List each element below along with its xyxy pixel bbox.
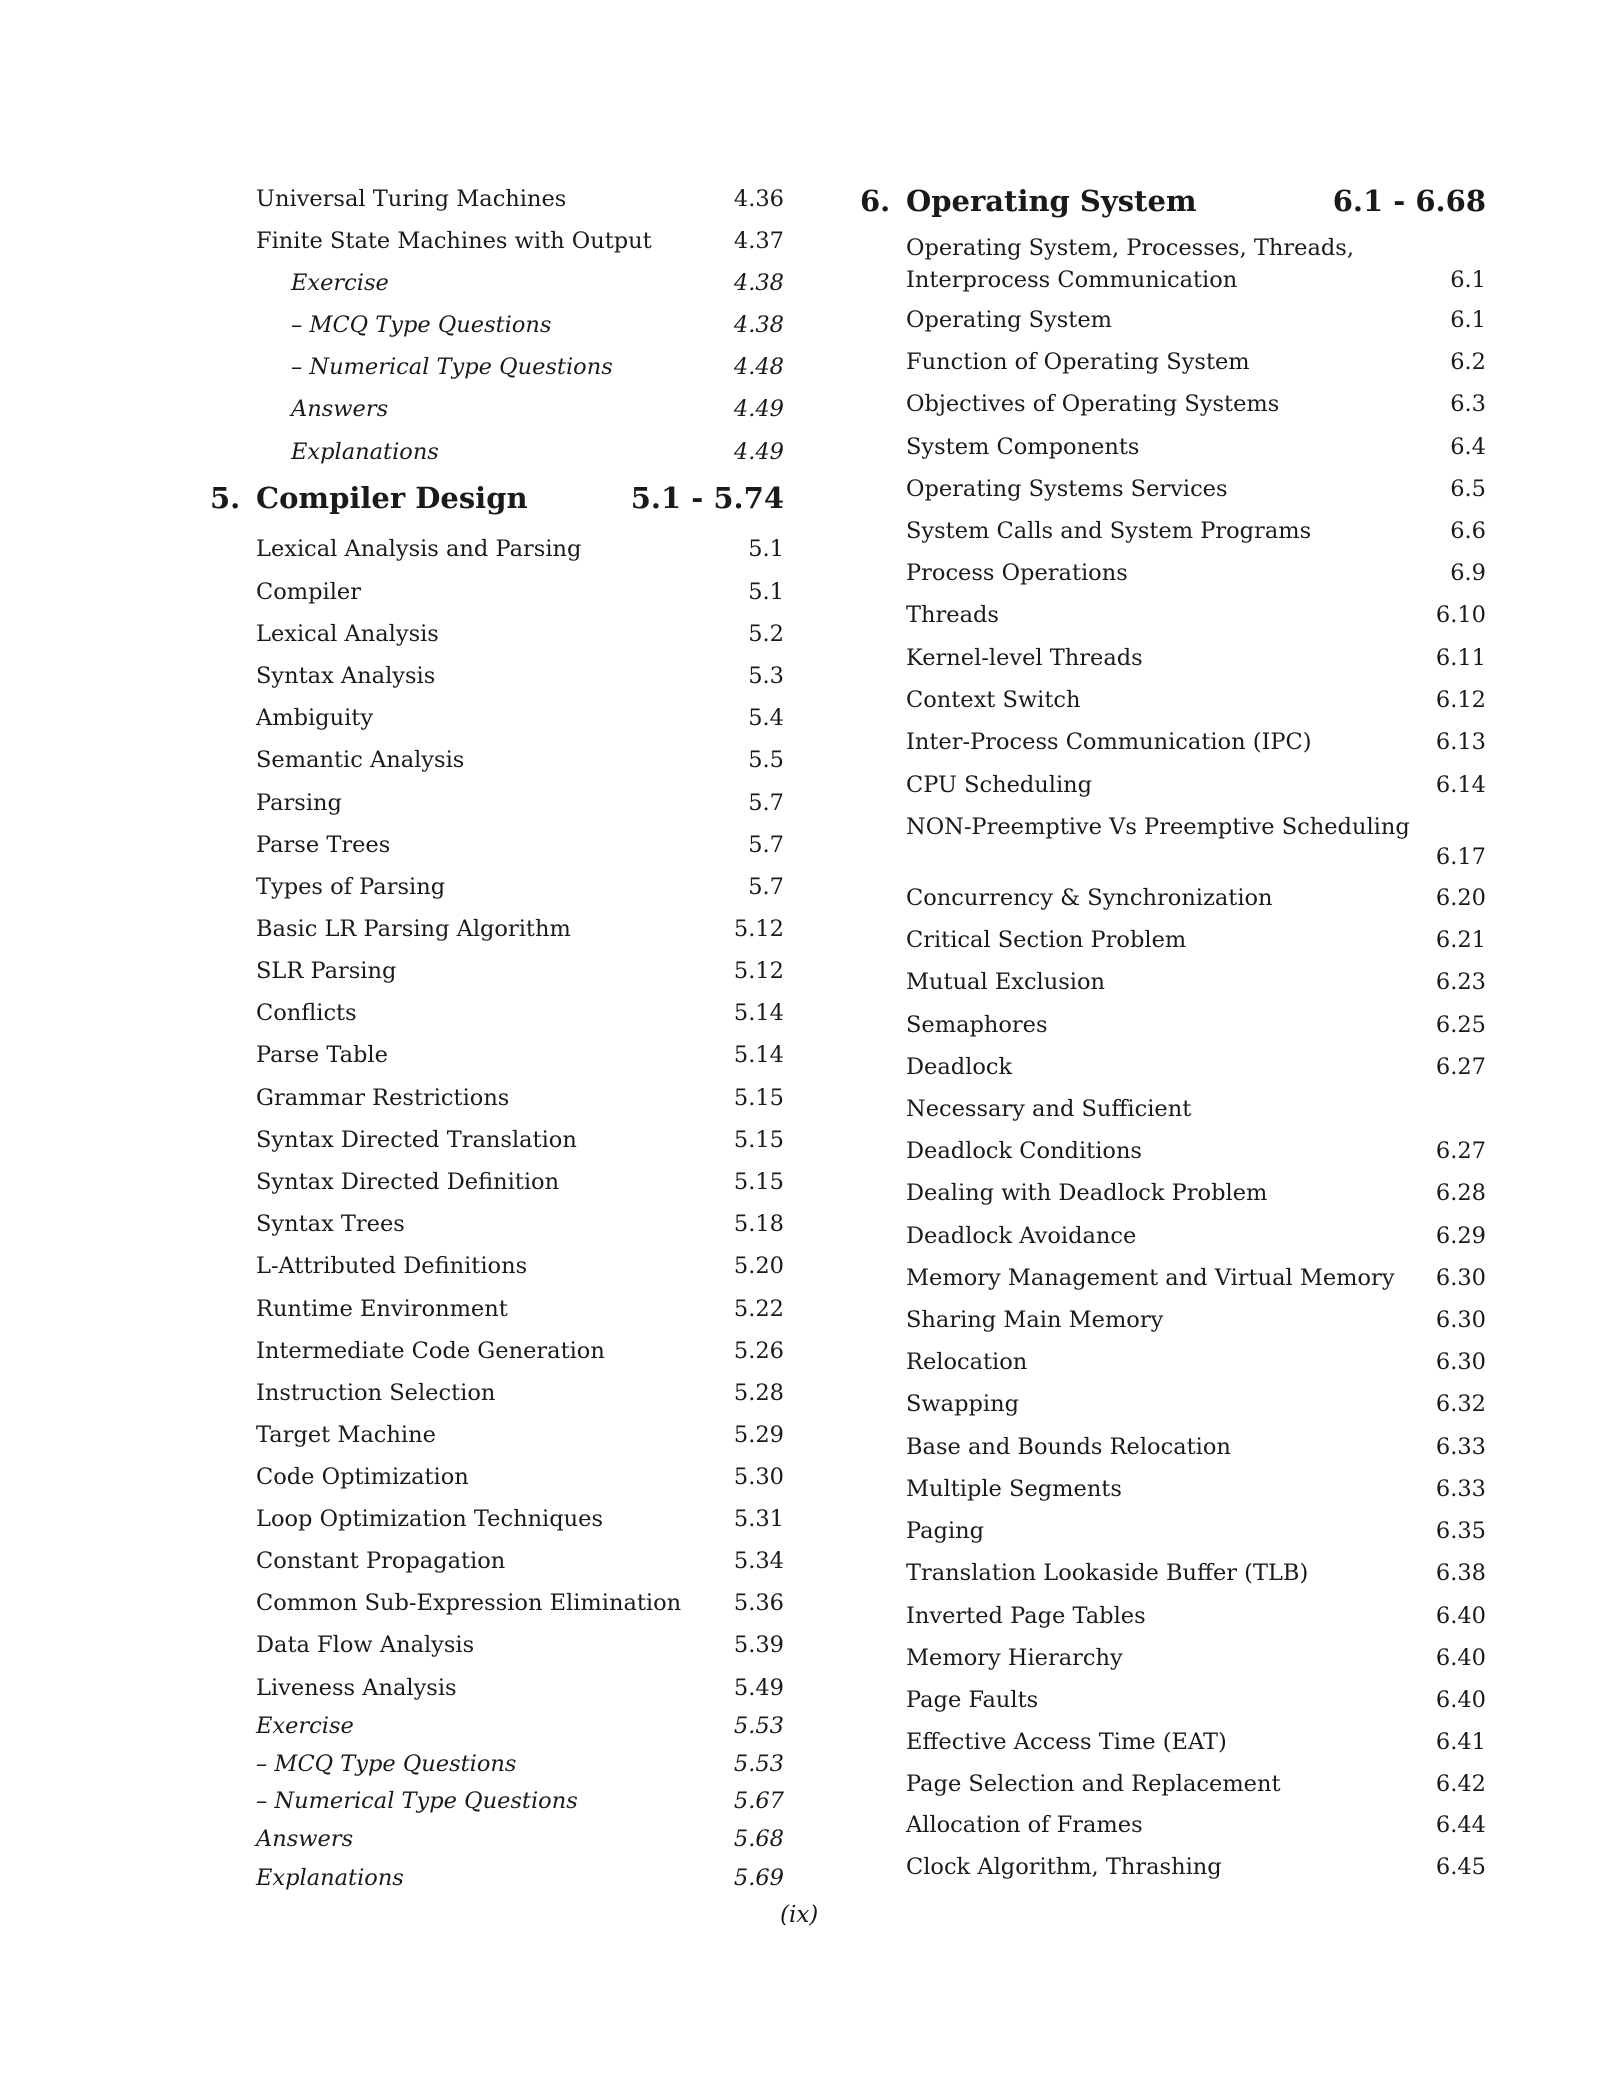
toc-entry-title: Ambiguity — [256, 705, 374, 731]
toc-entry-page: 6.4 — [1450, 434, 1486, 460]
toc-entry-page: 4.37 — [733, 228, 784, 254]
toc-entry-title: Semaphores — [906, 1012, 1048, 1038]
toc-entry-title: Deadlock Avoidance — [906, 1223, 1137, 1249]
toc-entry-title: Memory Hierarchy — [906, 1645, 1123, 1671]
toc-entry-title: Types of Parsing — [256, 874, 446, 900]
toc-entry-page: 5.49 — [733, 1675, 784, 1701]
toc-entry-title: Mutual Exclusion — [906, 969, 1106, 995]
toc-entry-page: 6.27 — [1435, 1138, 1486, 1164]
toc-entry-title: Necessary and Sufficient — [906, 1096, 1192, 1122]
toc-entry-page: 6.33 — [1435, 1434, 1486, 1460]
toc-entry-page: 6.9 — [1450, 560, 1486, 586]
toc-entry-page: 5.53 — [733, 1751, 784, 1777]
toc-entry-title: Process Operations — [906, 560, 1128, 586]
toc-entry-title: Threads — [906, 602, 999, 628]
toc-entry-page: 6.10 — [1435, 602, 1486, 628]
toc-entry-title: Concurrency & Synchronization — [906, 885, 1273, 911]
toc-entry-title: Parse Table — [256, 1042, 388, 1068]
toc-entry-page: 5.2 — [748, 621, 784, 647]
toc-entry-page: 6.3 — [1450, 391, 1486, 417]
toc-entry-page: 6.21 — [1435, 927, 1486, 953]
toc-entry-title: Page Selection and Replacement — [906, 1771, 1281, 1797]
toc-entry-page: 6.28 — [1435, 1180, 1486, 1206]
toc-entry-title: Objectives of Operating Systems — [906, 391, 1280, 417]
toc-entry-page: 6.27 — [1435, 1054, 1486, 1080]
toc-entry-page: 5.12 — [733, 916, 784, 942]
toc-entry-page: 6.29 — [1435, 1223, 1486, 1249]
toc-entry-page: 5.36 — [733, 1590, 784, 1616]
toc-entry-title: SLR Parsing — [256, 958, 397, 984]
toc-entry-page: 5.7 — [748, 874, 784, 900]
toc-entry-page: 5.12 — [733, 958, 784, 984]
toc-entry-page: 4.48 — [733, 354, 784, 380]
toc-entry-title: Code Optimization — [256, 1464, 469, 1490]
toc-entry-title: Target Machine — [256, 1422, 436, 1448]
toc-entry-title: Loop Optimization Techniques — [256, 1506, 604, 1532]
chapter-number: 6. — [860, 184, 891, 218]
toc-entry-title: Syntax Directed Definition — [256, 1169, 560, 1195]
toc-entry-title: L-Attributed Definitions — [256, 1253, 528, 1279]
toc-entry-page: 6.35 — [1435, 1518, 1486, 1544]
chapter-pages: 6.1 - 6.68 — [1332, 184, 1486, 218]
toc-entry-page: 4.36 — [733, 186, 784, 212]
toc-entry-title: Conflicts — [256, 1000, 357, 1026]
toc-entry-page: 5.7 — [748, 832, 784, 858]
toc-entry-page: 6.5 — [1450, 476, 1486, 502]
toc-entry-page: 6.20 — [1435, 885, 1486, 911]
toc-entry-page: 5.4 — [748, 705, 784, 731]
toc-entry-page: 6.12 — [1435, 687, 1486, 713]
toc-entry-title: Explanations — [256, 1865, 404, 1891]
toc-entry-title: Relocation — [906, 1349, 1028, 1375]
toc-entry-title: – MCQ Type Questions — [291, 312, 552, 338]
toc-entry-page: 6.23 — [1435, 969, 1486, 995]
toc-entry-title: Compiler — [256, 579, 361, 605]
toc-entry-title: Syntax Directed Translation — [256, 1127, 577, 1153]
toc-entry-page: 5.18 — [733, 1211, 784, 1237]
toc-entry-page: 5.3 — [748, 663, 784, 689]
toc-entry-page: 4.49 — [733, 439, 784, 465]
toc-entry-title: Clock Algorithm, Thrashing — [906, 1854, 1222, 1880]
toc-entry-title: Exercise — [256, 1713, 354, 1739]
toc-entry-title: Runtime Environment — [256, 1296, 508, 1322]
toc-entry-page: 5.69 — [733, 1865, 784, 1891]
toc-entry-title: – MCQ Type Questions — [256, 1751, 517, 1777]
chapter-number: 5. — [210, 481, 241, 515]
chapter-pages: 5.1 - 5.74 — [630, 481, 784, 515]
toc-entry-page: 5.67 — [733, 1788, 784, 1814]
toc-entry-title: Operating System, Processes, Threads, — [906, 235, 1354, 261]
toc-entry-page: 5.31 — [733, 1506, 784, 1532]
toc-entry-page: 4.49 — [733, 396, 784, 422]
toc-entry-title: Dealing with Deadlock Problem — [906, 1180, 1268, 1206]
toc-entry-title: Syntax Analysis — [256, 663, 436, 689]
toc-entry-title: Instruction Selection — [256, 1380, 496, 1406]
toc-entry-page: 6.13 — [1435, 729, 1486, 755]
toc-entry-page: 5.1 — [748, 579, 784, 605]
toc-entry-title-line2: Interprocess Communication — [906, 267, 1238, 293]
toc-entry-title: Operating Systems Services — [906, 476, 1228, 502]
toc-entry-title: Answers — [291, 396, 389, 422]
toc-entry-page: 5.26 — [733, 1338, 784, 1364]
toc-entry-title: Deadlock Conditions — [906, 1138, 1142, 1164]
toc-entry-title: Universal Turing Machines — [256, 186, 567, 212]
toc-entry-title: – Numerical Type Questions — [291, 354, 613, 380]
toc-entry-title: Finite State Machines with Output — [256, 228, 652, 254]
toc-entry-title: Inverted Page Tables — [906, 1603, 1146, 1629]
toc-entry-page: 6.40 — [1435, 1687, 1486, 1713]
toc-entry-page: 6.30 — [1435, 1349, 1486, 1375]
toc-entry-page: 6.11 — [1435, 645, 1486, 671]
toc-entry-page: 5.1 — [748, 536, 784, 562]
page-folio: (ix) — [780, 1902, 819, 1928]
toc-entry-page: 5.68 — [733, 1826, 784, 1852]
toc-entry-page: 6.25 — [1435, 1012, 1486, 1038]
toc-entry-title: Kernel-level Threads — [906, 645, 1143, 671]
toc-entry-title: Deadlock — [906, 1054, 1013, 1080]
chapter-title: Operating System — [906, 184, 1197, 218]
toc-entry-title: Basic LR Parsing Algorithm — [256, 916, 571, 942]
toc-entry-title: Semantic Analysis — [256, 747, 465, 773]
toc-entry-page: 6.1 — [1450, 267, 1486, 293]
toc-entry-page: 6.6 — [1450, 518, 1486, 544]
toc-entry-page: 6.30 — [1435, 1265, 1486, 1291]
toc-entry-title: – Numerical Type Questions — [256, 1788, 578, 1814]
toc-entry-title: Context Switch — [906, 687, 1081, 713]
toc-entry-title: Lexical Analysis and Parsing — [256, 536, 582, 562]
toc-entry-page: 6.33 — [1435, 1476, 1486, 1502]
toc-entry-title: CPU Scheduling — [906, 772, 1093, 798]
toc-entry-title: System Components — [906, 434, 1140, 460]
toc-entry-page: 5.53 — [733, 1713, 784, 1739]
toc-entry-title: Paging — [906, 1518, 985, 1544]
toc-entry-page: 6.30 — [1435, 1307, 1486, 1333]
toc-entry-title: Constant Propagation — [256, 1548, 506, 1574]
toc-entry-page: 5.15 — [733, 1127, 784, 1153]
toc-entry-title: Translation Lookaside Buffer (TLB) — [906, 1560, 1309, 1586]
toc-entry-page: 5.30 — [733, 1464, 784, 1490]
toc-entry-page: 6.2 — [1450, 349, 1486, 375]
toc-entry-page: 5.14 — [733, 1000, 784, 1026]
toc-entry-page: 5.39 — [733, 1632, 784, 1658]
toc-entry-title: Critical Section Problem — [906, 927, 1187, 953]
toc-entry-title: Operating System — [906, 307, 1112, 333]
toc-entry-page: 6.14 — [1435, 772, 1486, 798]
toc-entry-title: System Calls and System Programs — [906, 518, 1312, 544]
toc-entry-page: 5.15 — [733, 1085, 784, 1111]
toc-entry-title: Function of Operating System — [906, 349, 1250, 375]
toc-entry-title: Inter-Process Communication (IPC) — [906, 729, 1312, 755]
toc-entry-title: Parsing — [256, 790, 342, 816]
toc-entry-title: Sharing Main Memory — [906, 1307, 1164, 1333]
toc-entry-page: 5.34 — [733, 1548, 784, 1574]
toc-entry-title: Allocation of Frames — [906, 1812, 1143, 1838]
toc-entry-title: Explanations — [291, 439, 439, 465]
toc-entry-title: Intermediate Code Generation — [256, 1338, 605, 1364]
toc-entry-page: 6.45 — [1435, 1854, 1486, 1880]
toc-entry-page: 5.22 — [733, 1296, 784, 1322]
toc-entry-page: 6.40 — [1435, 1645, 1486, 1671]
toc-entry-page: 6.41 — [1435, 1729, 1486, 1755]
toc-entry-page: 6.32 — [1435, 1391, 1486, 1417]
toc-entry-page: 5.14 — [733, 1042, 784, 1068]
toc-entry-page: 6.38 — [1435, 1560, 1486, 1586]
toc-entry-page: 6.40 — [1435, 1603, 1486, 1629]
toc-entry-title: Base and Bounds Relocation — [906, 1434, 1231, 1460]
toc-entry-title: Memory Management and Virtual Memory — [906, 1265, 1395, 1291]
toc-entry-page: 4.38 — [733, 270, 784, 296]
toc-entry-title: Multiple Segments — [906, 1476, 1122, 1502]
toc-entry-title: Exercise — [291, 270, 389, 296]
chapter-title: Compiler Design — [256, 481, 528, 515]
toc-entry-page: 5.20 — [733, 1253, 784, 1279]
toc-entry-page: 6.44 — [1435, 1812, 1486, 1838]
toc-entry-page: 5.15 — [733, 1169, 784, 1195]
toc-entry-title: Lexical Analysis — [256, 621, 439, 647]
toc-entry-page: 4.38 — [733, 312, 784, 338]
toc-entry-page: 5.29 — [733, 1422, 784, 1448]
toc-entry-title: Page Faults — [906, 1687, 1039, 1713]
toc-entry-title: NON-Preemptive Vs Preemptive Scheduling — [906, 814, 1410, 840]
toc-entry-page: 5.28 — [733, 1380, 784, 1406]
toc-entry-title: Parse Trees — [256, 832, 391, 858]
toc-entry-title: Answers — [256, 1826, 354, 1852]
toc-entry-title: Effective Access Time (EAT) — [906, 1729, 1227, 1755]
toc-entry-title: Swapping — [906, 1391, 1019, 1417]
toc-entry-title: Liveness Analysis — [256, 1675, 457, 1701]
toc-entry-page: 5.5 — [748, 747, 784, 773]
toc-entry-title: Data Flow Analysis — [256, 1632, 475, 1658]
toc-entry-title: Common Sub-Expression Elimination — [256, 1590, 682, 1616]
toc-entry-page: 6.1 — [1450, 307, 1486, 333]
toc-entry-page: 6.42 — [1435, 1771, 1486, 1797]
toc-entry-page: 6.17 — [1435, 844, 1486, 870]
toc-entry-title: Grammar Restrictions — [256, 1085, 510, 1111]
toc-entry-page: 5.7 — [748, 790, 784, 816]
toc-entry-title: Syntax Trees — [256, 1211, 405, 1237]
